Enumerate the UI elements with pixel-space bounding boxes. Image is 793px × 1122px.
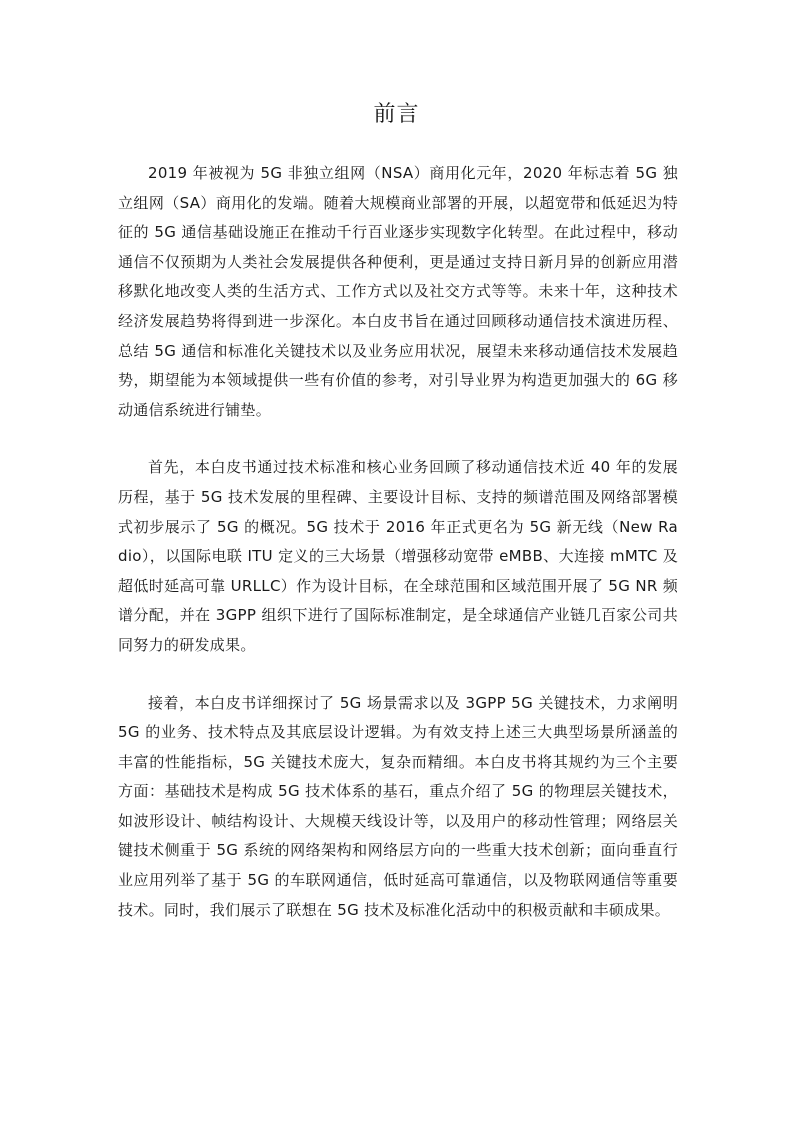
paragraph-1: 2019 年被视为 5G 非独立组网（NSA）商用化元年，2020 年标志着 5G 独立组网（SA）商用化的发端。随着大规模商业部署的开展，以超宽带和低延迟为特征的 5G 通信基础设施正在推动千行百业逐步实现数字化转型。在此过程中，移动通信不仅预期为人类社会发展提供各种便利，更是通过支持日新月异的创新应用潜移默化地改变人类的生活方式、工作方式以及社交方式等等。未来十年，这种技术经济发展趋势将得到进一步深化。本白皮书旨在通过回顾移动通信技术演进历程、总结 5G 通信和标准化关键技术以及业务应用状况，展望未来移动通信技术发展趋势，期望能为本领域提供一些有价值的参考，对引导业界为构造更加强大的 6G 移动通信系统进行铺垫。 [118,164,678,419]
page-title: 前言 [373,102,420,127]
paragraph-3: 接着，本白皮书详细探讨了 5G 场景需求以及 3GPP 5G 关键技术，力求阐明 5G 的业务、技术特点及其底层设计逻辑。为有效支持上述三大典型场景所涵盖的丰富的性能指标，5G 关键技术庞大，复杂而精细。本白皮书将其规约为三个主要方面：基础技术是构成 5G 技术体系的基石，重点介绍了 5G 的物理层关键技术，如波形设计、帧结构设计、大规模天线设计等，以及用户的移动性管理；网络层关键技术侧重于 5G 系统的网络架构和网络层方向的一些重大技术创新；面向垂直行业应用列举了基于 5G 的车联网通信，低时延高可靠通信，以及物联网通信等重要技术。同时，我们展示了联想在 5G 技术及标准化活动中的积极贡献和丰硕成果。 [118,693,678,919]
body-text [118,159,678,953]
paragraph-2: 首先，本白皮书通过技术标准和核心业务回顾了移动通信技术近 40 年的发展历程，基于 5G 技术发展的里程碑、主要设计目标、支持的频谱范围及网络部署模式初步展示了 5G 的概况。5G 技术于 2016 年正式更名为 5G 新无线（New Radio），以国际电联 ITU 定义的三大场景（增强移动宽带 eMBB、大连接 mMTC 及超低时延高可靠 URLLC）作为设计目标，在全球范围和区域范围开展了 5G NR 频谱分配，并在 3GPP 组织下进行了国际标准制定，是全球通信产业链几百家公司共同努力的研发成果。 [118,458,678,654]
